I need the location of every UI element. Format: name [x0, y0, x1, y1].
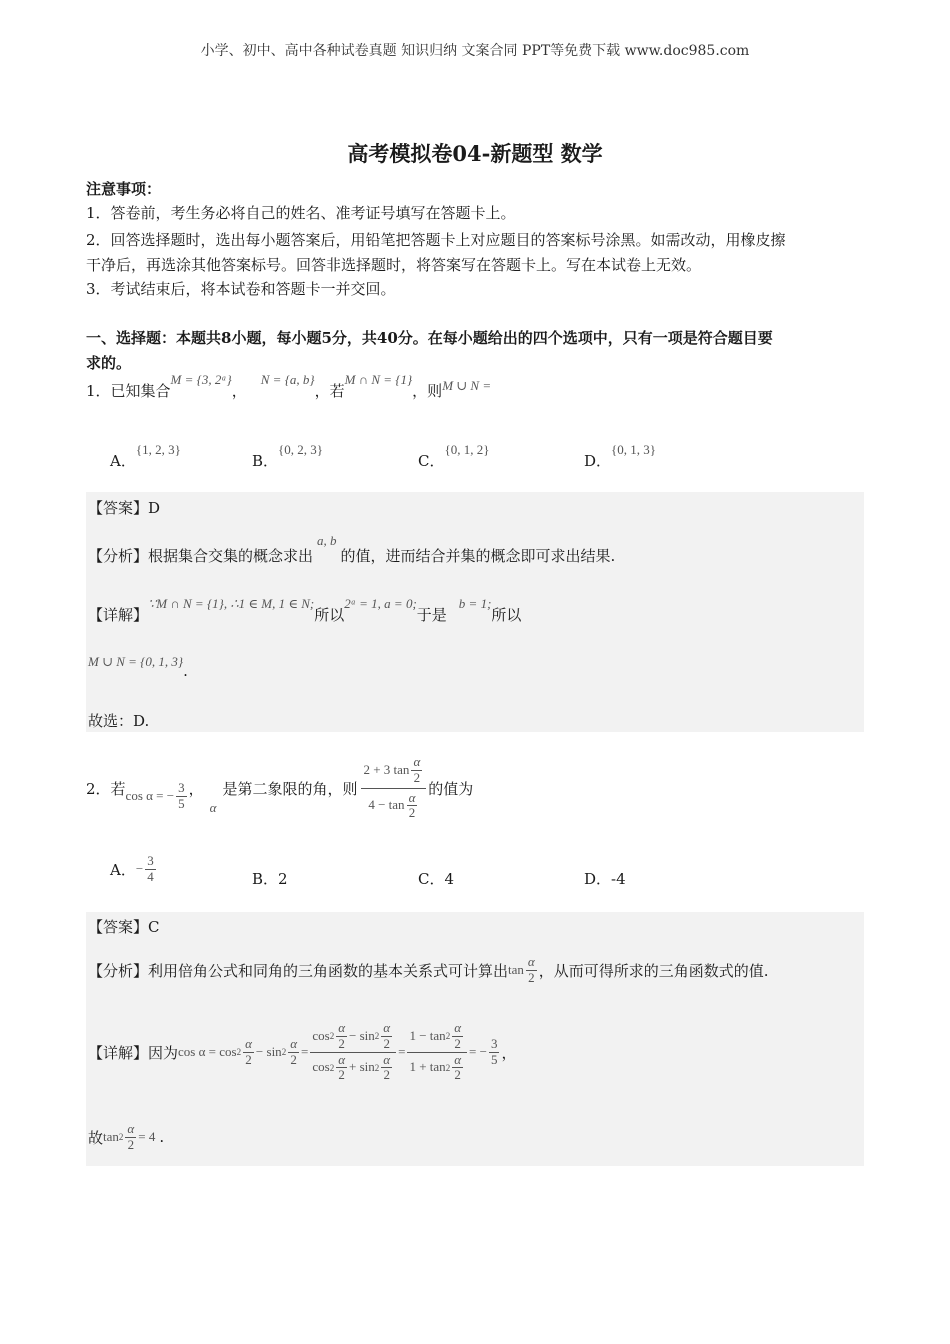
q1-answer: 【答案】D	[88, 499, 161, 517]
page-title: 高考模拟卷04-新题型 数学	[347, 141, 603, 166]
page-header: 小学、初中、高中各种试卷真题 知识归纳 文案合同 PPT等免费下载 www.doc985.com	[200, 43, 750, 59]
notice-item-2b: 干净后，再选涂其他答案标号。回答非选择题时，将答案写在答题卡上。写在本试卷上无效。	[86, 256, 702, 274]
question-2-stem: 2．若 cos α = − $\frac{3}{5}$ ， α 是第二象限的角，则 2 + 3 tan $\frac{\alpha}{2}$ 4 − tan $\frac{\alpha}{2}$ 的值为	[86, 753, 474, 821]
q1-set-m: M = {3, 2ᵃ}	[170, 372, 232, 387]
notice-heading: 注意事项：	[86, 180, 162, 198]
q1-analysis: 【分析】根据集合交集的概念求出a, b的值，进而结合并集的概念即可求出结果.	[88, 533, 616, 565]
q1-comma: ，	[231, 382, 247, 400]
q1-condition: M ∩ N = {1}	[344, 372, 413, 387]
q2-conclusion: 故 tan 2 $\frac{\alpha}{2}$ = 4 .	[88, 1121, 165, 1152]
q1-option-c: C．{0, 1, 2}	[418, 442, 490, 470]
q1-option-b: B．{0, 2, 3}	[252, 442, 324, 470]
q2-option-a: A． − $\frac{3}{4}$	[110, 853, 154, 884]
q2-detail: 【详解】 因为 cos α = cos 2 $\frac{\alpha}{2}$ − sin 2 $\frac{\alpha}{2}$ = cos 2 $\frac{\alpha}{2}$ − sin 2 $\frac{\alpha}{2}$ cos 2 $\frac{\alpha}{2}$ + sin 2 $\frac{\alpha}{2}$ = 1 − tan 2 $\frac{\alpha}{2}$ 1 + tan 2 $\frac{\alpha}{2}$ = − $\frac{3}{5}$ ，	[88, 1019, 517, 1083]
q1-detail: 【详解】∵M ∩ N = {1}, ∴1 ∈ M, 1 ∈ N;所以2ᵃ = 1, a = 0;于是b = 1;所以	[88, 596, 522, 624]
q1-set-n: N = {a, b}	[260, 372, 315, 387]
q1-prefix: 1．已知集合	[86, 382, 171, 400]
q1-choose: 故选：D.	[88, 712, 150, 730]
q1-option-d: D．{0, 1, 3}	[584, 442, 657, 470]
q1-then: ，则	[412, 382, 443, 400]
section-heading-line1: 一、选择题：本题共8小题，每小题5分，共40分。在每小题给出的四个选项中，只有一项是符合题目要	[86, 329, 773, 347]
q2-answer: 【答案】C	[88, 918, 160, 936]
q2-option-c: C．4	[418, 870, 455, 888]
q2-option-b: B．2	[252, 870, 288, 888]
q1-ask: M ∪ N =	[442, 378, 492, 393]
q1-option-a: A．{1, 2, 3}	[110, 442, 181, 470]
notice-item-2a: 2．回答选择题时，选出每小题答案后，用铅笔把答题卡上对应题目的答案标号涂黑。如需改动，用橡皮擦	[86, 231, 786, 249]
q2-analysis: 【分析】 利用倍角公式和同角的三角函数的基本关系式可计算出 tan $\frac{\alpha}{2}$ ，从而可得所求的三角函数式的值.	[88, 954, 769, 985]
question-1-stem	[86, 372, 492, 401]
section-heading-line2: 求的。	[86, 354, 132, 372]
notice-item-3: 3．考试结束后，将本试卷和答题卡一并交回。	[86, 280, 396, 298]
notice-item-1: 1．答卷前，考生务必将自己的姓名、准考证号填写在答题卡上。	[86, 204, 516, 222]
q2-option-d: D．-4	[584, 870, 626, 888]
q1-detail-result: M ∪ N = {0, 1, 3}.	[88, 654, 188, 680]
q1-if: ，若	[314, 382, 345, 400]
